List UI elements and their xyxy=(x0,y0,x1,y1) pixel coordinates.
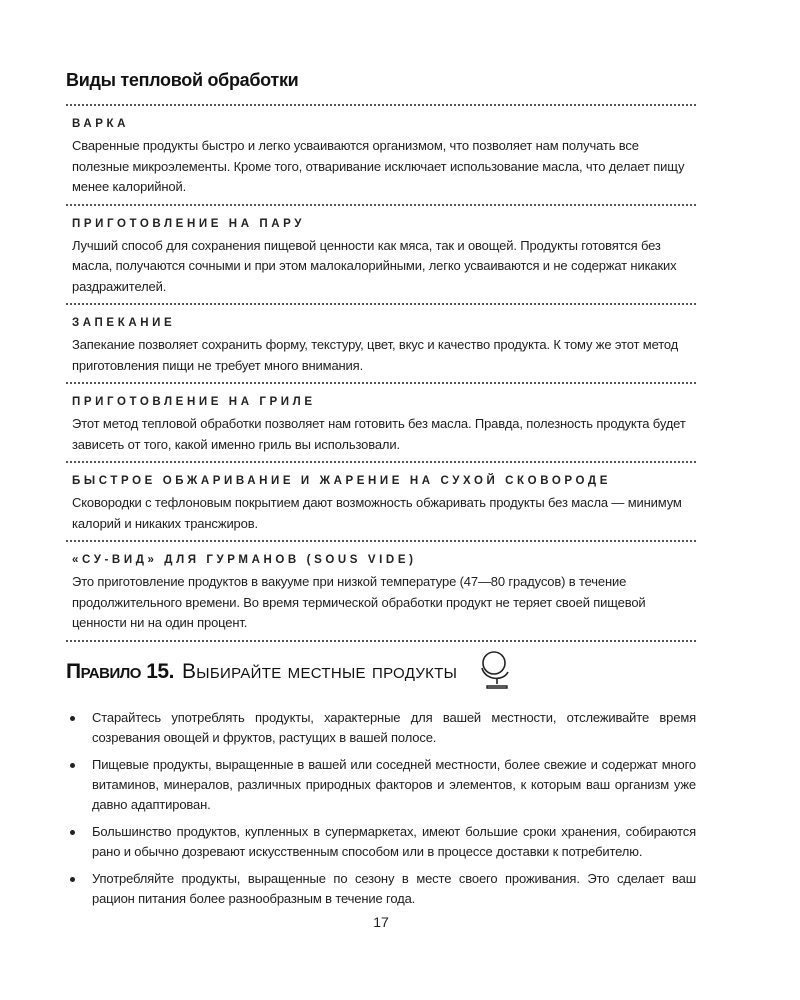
list-item-text: Употребляйте продукты, выращенные по сезону в месте своего проживания. Это сделает ваш рацион питания более разнообразным в течение года. xyxy=(92,871,696,906)
section-text: Запекание позволяет сохранить форму, текстуру, цвет, вкус и качество продукта. К тому же этот метод приготовления пищи не требует много внимания. xyxy=(72,337,679,373)
section-text: Это приготовление продуктов в вакууме при низкой температуре (47—80 градусов) в течение продолжительного времени. Во время термической обработки продукт не теряет своей пищевой ценности ни на один процент. xyxy=(72,574,646,630)
list-item xyxy=(92,708,696,748)
section-baking xyxy=(66,305,696,376)
section-heading: БЫСТРОЕ ОБЖАРИВАНИЕ И ЖАРЕНИЕ НА СУХОЙ СКОВОРОДЕ xyxy=(72,475,611,487)
section-grilling xyxy=(66,384,696,455)
cooking-methods-list xyxy=(66,104,696,642)
bullet-icon xyxy=(70,716,75,721)
rule-title: Выбирайте местные продукты xyxy=(181,660,458,683)
rule-heading xyxy=(66,642,696,702)
rule-label: Правило 15. xyxy=(66,660,174,683)
rule-bullet-list xyxy=(66,708,696,909)
bullet-icon xyxy=(70,877,75,882)
section-boiling xyxy=(66,106,696,198)
page-title: Виды тепловой обработки xyxy=(66,70,299,90)
section-steaming xyxy=(66,206,696,298)
list-item xyxy=(92,869,696,909)
list-item-text: Пищевые продукты, выращенные в вашей или соседней местности, более свежие и содержат много витаминов, минералов, различных природных факторов и элементов, к которым ваш организм уже давно адаптирован. xyxy=(92,757,696,812)
list-item-text: Большинство продуктов, купленных в супермаркетах, имеют большие сроки хранения, собираются рано и обычно дозревают искусственным способом или в процессе доставки к потребителю. xyxy=(92,824,696,859)
bullet-icon xyxy=(70,830,75,835)
list-item-text: Старайтесь употреблять продукты, характерные для вашей местности, отслеживайте время созревания овощей и фруктов, растущих в вашей полосе. xyxy=(92,710,696,745)
list-item xyxy=(92,755,696,815)
section-sous-vide xyxy=(66,542,696,634)
globe-icon xyxy=(477,646,513,697)
page-number: 17 xyxy=(373,914,389,930)
section-text: Лучший способ для сохранения пищевой ценности как мяса, так и овощей. Продукты готовятся без масла, получаются сочными и при этом малокалорийными, легко усваиваются и не содержат никаких раздражителей. xyxy=(72,237,677,294)
section-text: Этот метод тепловой обработки позволяет нам готовить без масла. Правда, полезность продукта будет зависеть от того, какой именно гриль вы использовали. xyxy=(72,416,686,452)
section-text: Сваренные продукты быстро и легко усваиваются организмом, что позволяет нам получать все полезные микроэлементы. Кроме того, отваривание исключает использование масла, что делает пищу менее калорийной. xyxy=(72,138,685,194)
list-item xyxy=(92,822,696,862)
section-heading: ПРИГОТОВЛЕНИЕ НА ГРИЛЕ xyxy=(72,396,316,408)
section-heading: ЗАПЕКАНИЕ xyxy=(72,317,176,329)
section-text: Сковородки с тефлоновым покрытием дают возможность обжаривать продукты без масла — минимум калорий и никаких трансжиров. xyxy=(72,495,682,531)
section-heading: ВАРКА xyxy=(72,118,130,130)
section-heading: ПРИГОТОВЛЕНИЕ НА ПАРУ xyxy=(72,217,306,230)
section-heading: «СУ-ВИД» ДЛЯ ГУРМАНОВ (SOUS VIDE) xyxy=(72,554,417,566)
section-dry-frying xyxy=(66,463,696,534)
rule-block xyxy=(66,642,696,916)
bullet-icon xyxy=(70,763,75,768)
